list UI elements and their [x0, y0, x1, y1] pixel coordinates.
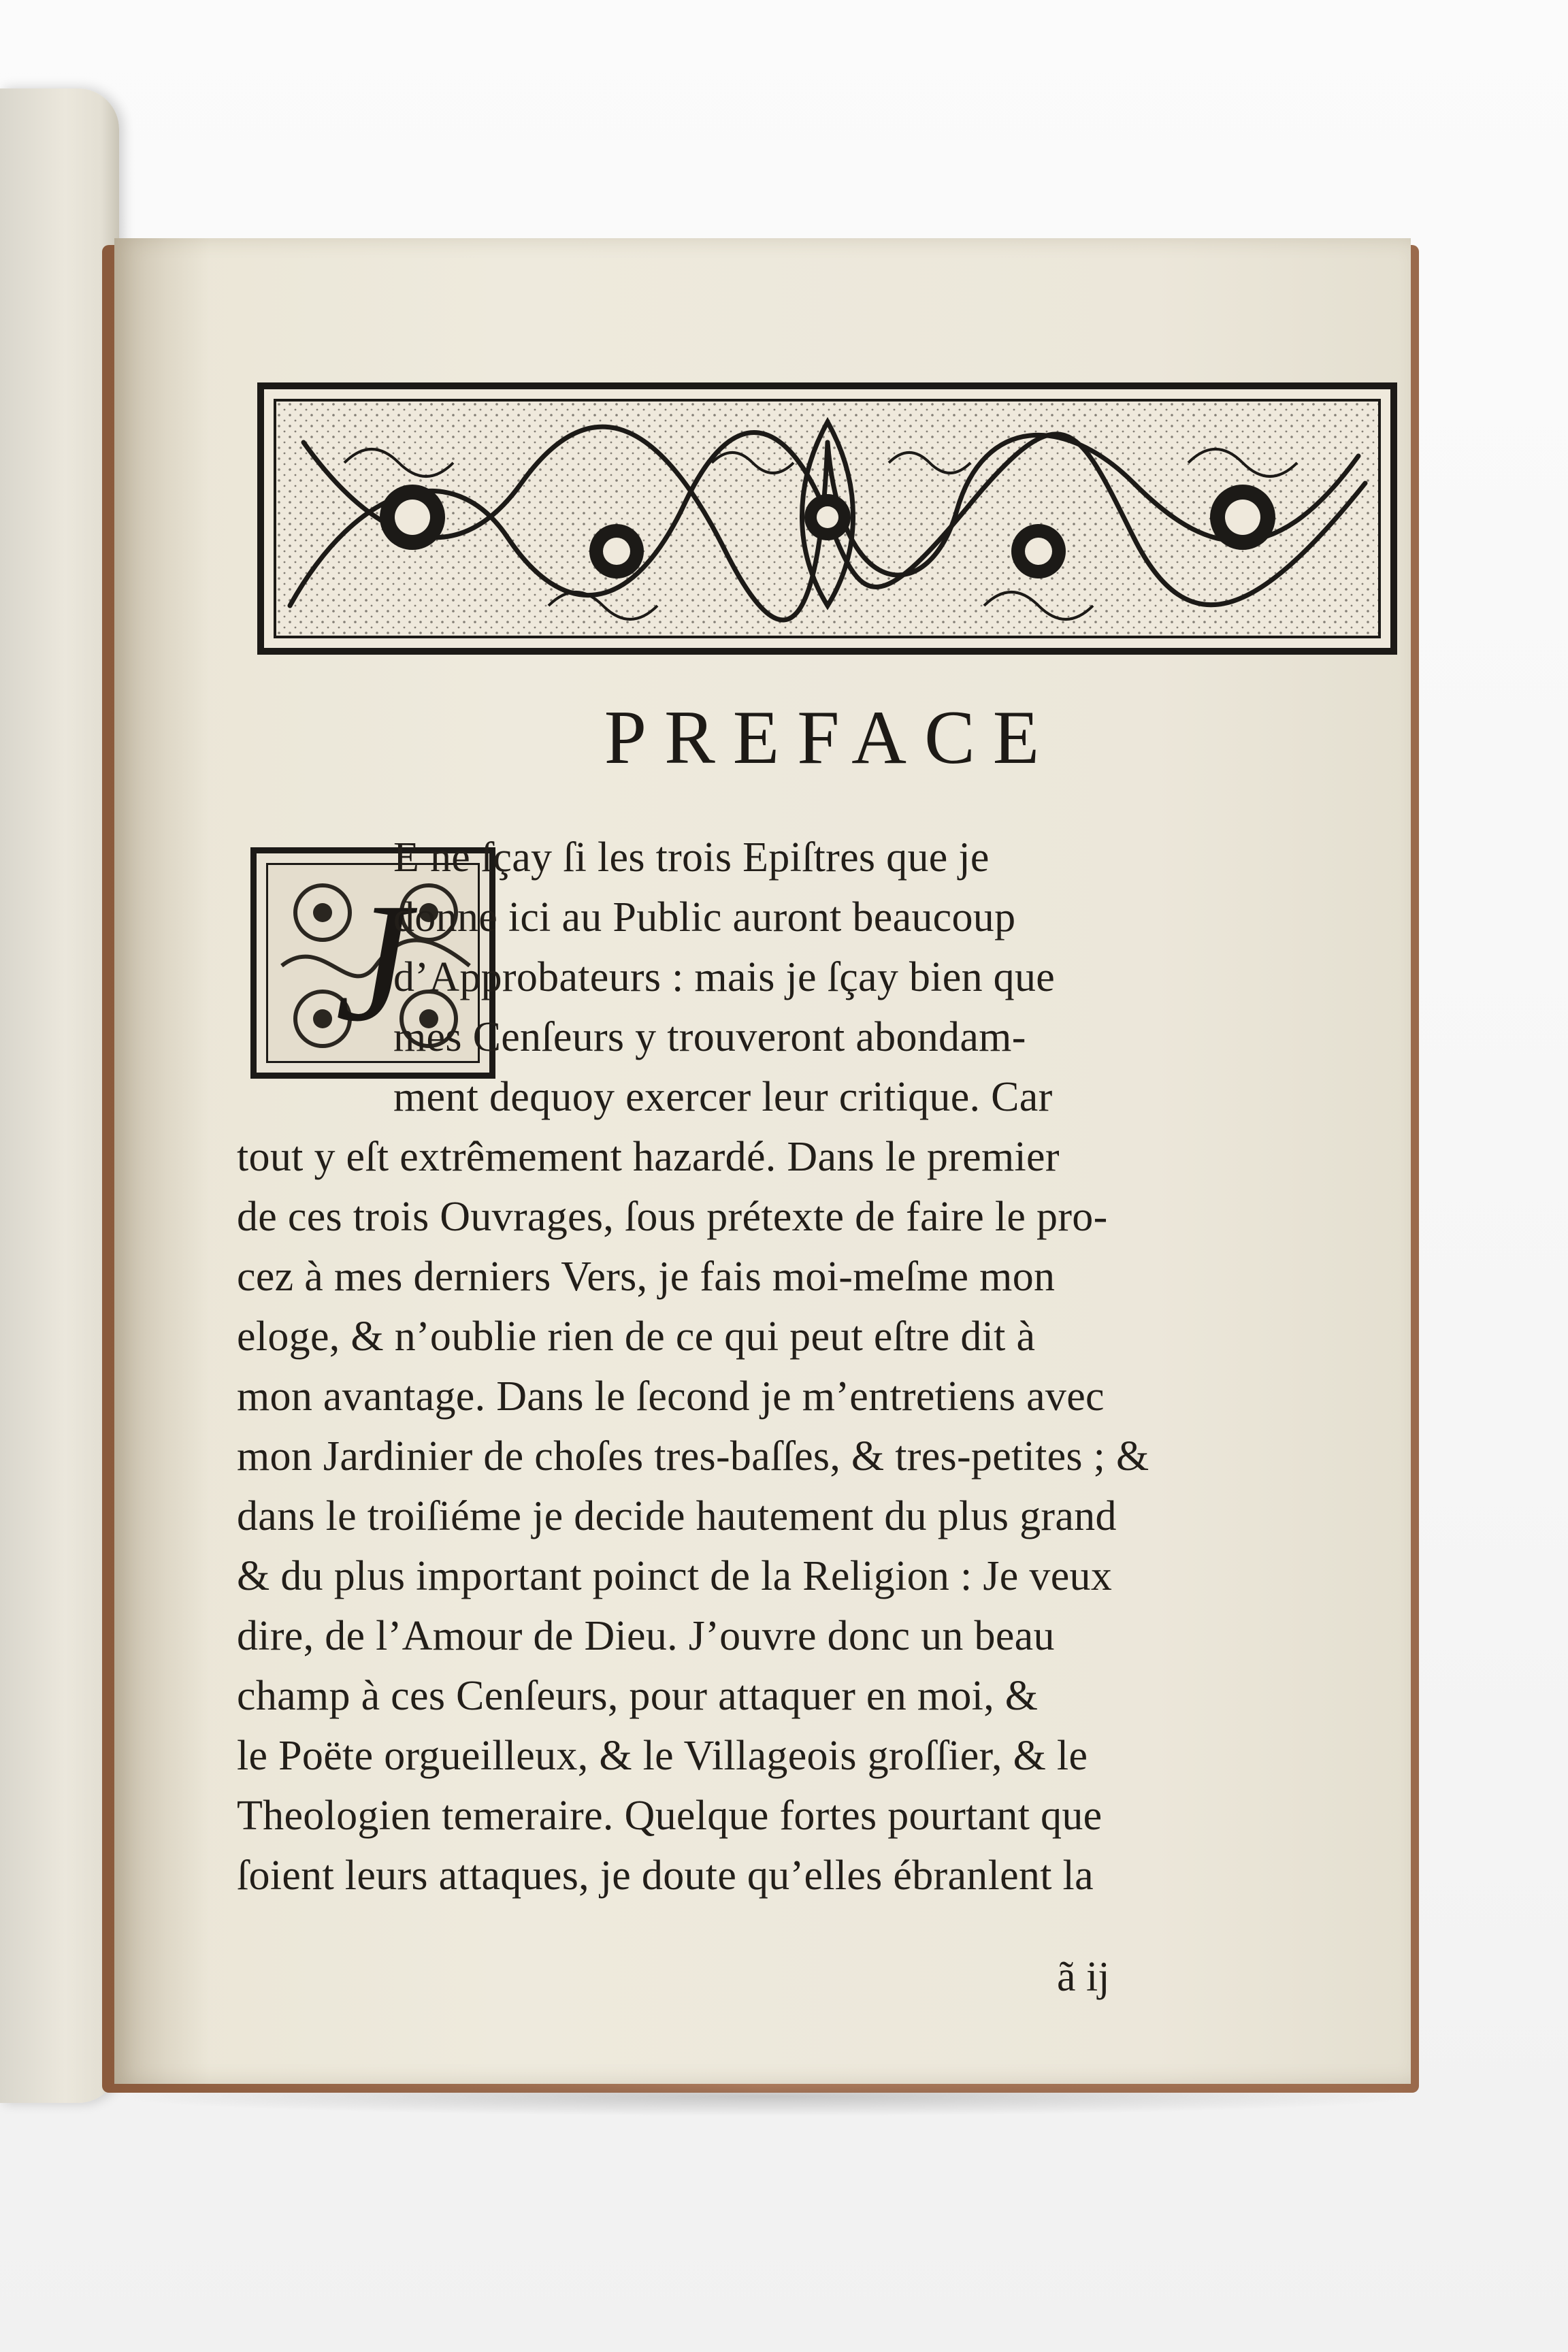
text-line: E ne ſçay ſi les trois Epiſtres que je — [393, 834, 990, 881]
text-line: ment dequoy exercer leur critique. Car — [393, 1074, 1053, 1120]
text-line: donne ici au Public auront beaucoup — [393, 894, 1016, 941]
body-text — [114, 238, 1411, 2084]
initial-letter: J — [335, 868, 411, 1057]
text-line: tout y eſt extrêmement hazardé. Dans le premier — [237, 1134, 1060, 1180]
text-line: ſoient leurs attaques, je doute qu’elles ébranlent la — [237, 1852, 1094, 1899]
text-line: cez à mes derniers Vers, je fais moi-meſme mon — [237, 1254, 1056, 1300]
signature-mark: ã ij — [1057, 1954, 1110, 2000]
text-line: d’Approbateurs : mais je ſçay bien que — [393, 954, 1056, 1000]
left-page-edge — [0, 88, 119, 2103]
text-line: mon Jardinier de choſes tres-baſſes, & tres-petites ; & — [237, 1433, 1149, 1480]
text-line: mon avantage. Dans le ſecond je m’entretiens avec — [237, 1373, 1105, 1420]
text-line: mes Cenſeurs y trouveront abondam- — [393, 1014, 1026, 1060]
text-line: dire, de l’Amour de Dieu. J’ouvre donc un beau — [237, 1613, 1055, 1659]
text-line: eloge, & n’oublie rien de ce qui peut eſtre dit à — [237, 1313, 1036, 1360]
text-line: dans le troiſiéme je decide hautement du plus grand — [237, 1493, 1117, 1539]
text-line: & du plus important poinct de la Religion : Je veux — [237, 1553, 1113, 1599]
text-line: Theologien temeraire. Quelque fortes pourtant que — [237, 1793, 1102, 1839]
text-line: de ces trois Ouvrages, ſous prétexte de faire le pro- — [237, 1194, 1108, 1240]
page-title: PREFACE — [604, 696, 1058, 780]
text-line: le Poëte orgueilleux, & le Villageois groſſier, & le — [237, 1733, 1088, 1779]
book-page — [114, 238, 1411, 2084]
text-line: champ à ces Cenſeurs, pour attaquer en moi, & — [237, 1673, 1039, 1719]
